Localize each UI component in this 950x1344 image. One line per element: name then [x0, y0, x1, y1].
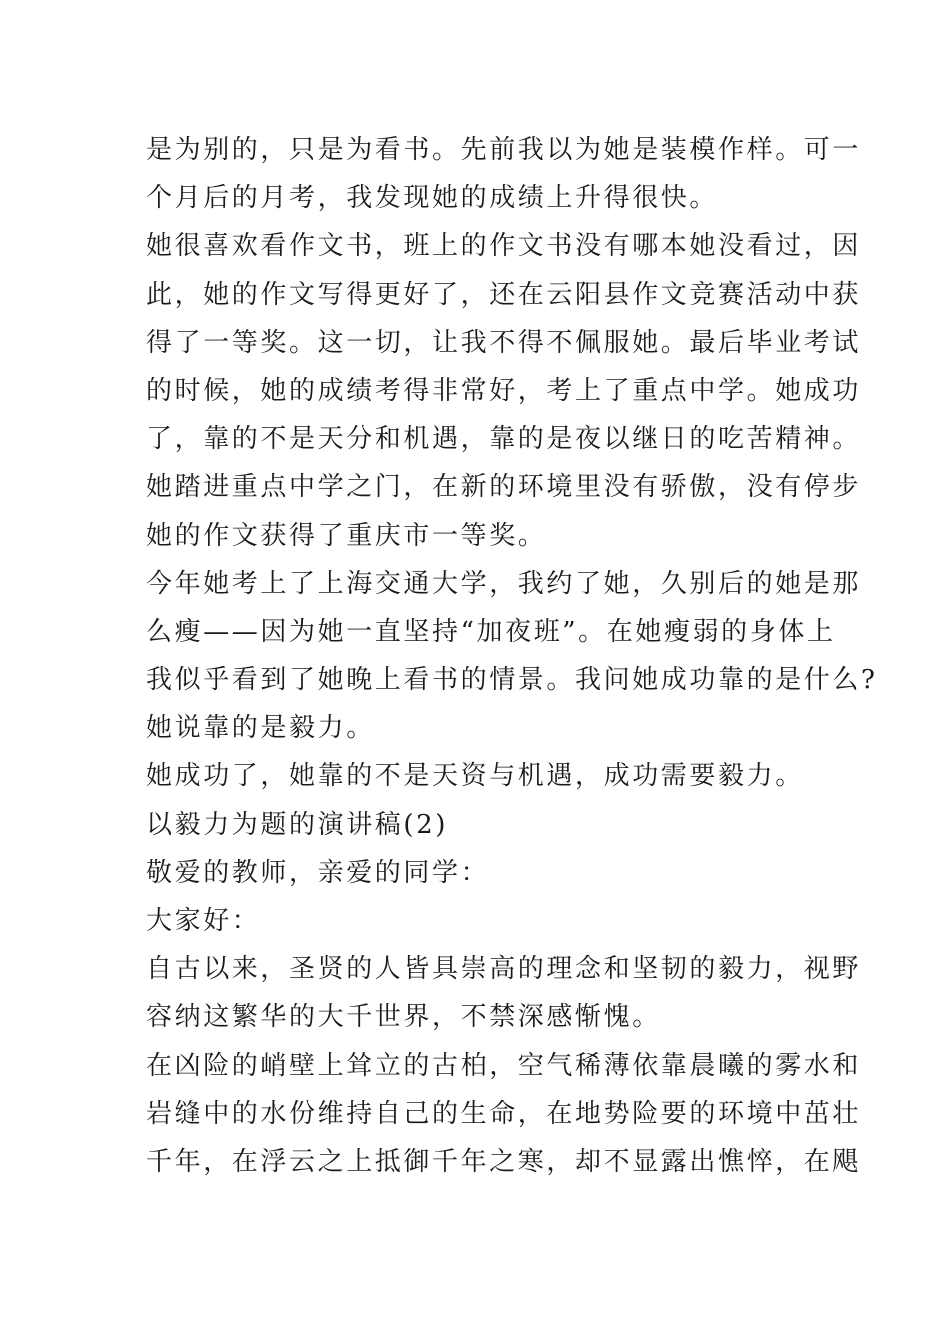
text-line: 大家好：: [146, 906, 261, 936]
text-line: 她踏进重点中学之门，在新的环境里没有骄傲，没有停步: [146, 472, 862, 503]
text-line: 以毅力为题的演讲稿(2): [146, 809, 449, 840]
text-line: 在凶险的峭壁上耸立的古柏，空气稀薄依靠晨曦的雾水和: [146, 1050, 862, 1081]
text-line: 自古以来，圣贤的人皆具崇高的理念和坚韧的毅力，视野: [146, 954, 862, 985]
text-line: 此，她的作文写得更好了，还在云阳县作文竞赛活动中获: [146, 279, 862, 310]
text-line: 容纳这繁华的大千世界，不禁深感惭愧。: [146, 1002, 661, 1033]
paragraph-3: [146, 463, 862, 559]
text-line: 敬爱的教师，亲爱的同学：: [146, 857, 490, 888]
text-line: 她的作文获得了重庆市一等奖。: [146, 520, 547, 551]
text-line: 她很喜欢看作文书，班上的作文书没有哪本她没看过，因: [146, 231, 862, 262]
text-line: 我似乎看到了她晚上看书的情景。我问她成功靠的是什么?: [146, 665, 878, 696]
text-line: 的时候，她的成绩考得非常好，考上了重点中学。她成功: [146, 375, 862, 406]
text-line: 么瘦——因为她一直坚持“加夜班”。在她瘦弱的身体上: [146, 616, 836, 647]
paragraph-7: [146, 1042, 862, 1187]
text-line: 个月后的月考，我发现她的成绩上升得很快。: [146, 183, 719, 214]
text-line: 了，靠的不是天分和机遇，靠的是夜以继日的吃苦精神。: [146, 424, 862, 455]
paragraph-1: [146, 126, 862, 222]
text-line: 得了一等奖。这一切，让我不得不佩服她。最后毕业考试: [146, 327, 862, 358]
text-line: 她说靠的是毅力。: [146, 713, 375, 744]
document-body: [146, 126, 878, 1186]
greeting: [146, 897, 818, 945]
text-line: 她成功了，她靠的不是天资与机遇，成功需要毅力。: [146, 761, 804, 792]
paragraph-6: [146, 945, 862, 1041]
text-line: 是为别的，只是为看书。先前我以为她是装模作样。可一: [146, 135, 862, 165]
text-line: 今年她考上了上海交通大学，我约了她，久别后的她是那: [146, 568, 862, 599]
text-line: 千年，在浮云之上抵御千年之寒，却不显露出憔悴，在飓: [146, 1146, 862, 1177]
salutation: [146, 849, 818, 897]
paragraph-2: [146, 222, 862, 463]
text-line: 岩缝中的水份维持自己的生命，在地势险要的环境中茁壮: [146, 1098, 862, 1129]
paragraph-4: [146, 560, 878, 753]
paragraph-5: [146, 752, 818, 800]
section-title: [146, 801, 818, 849]
